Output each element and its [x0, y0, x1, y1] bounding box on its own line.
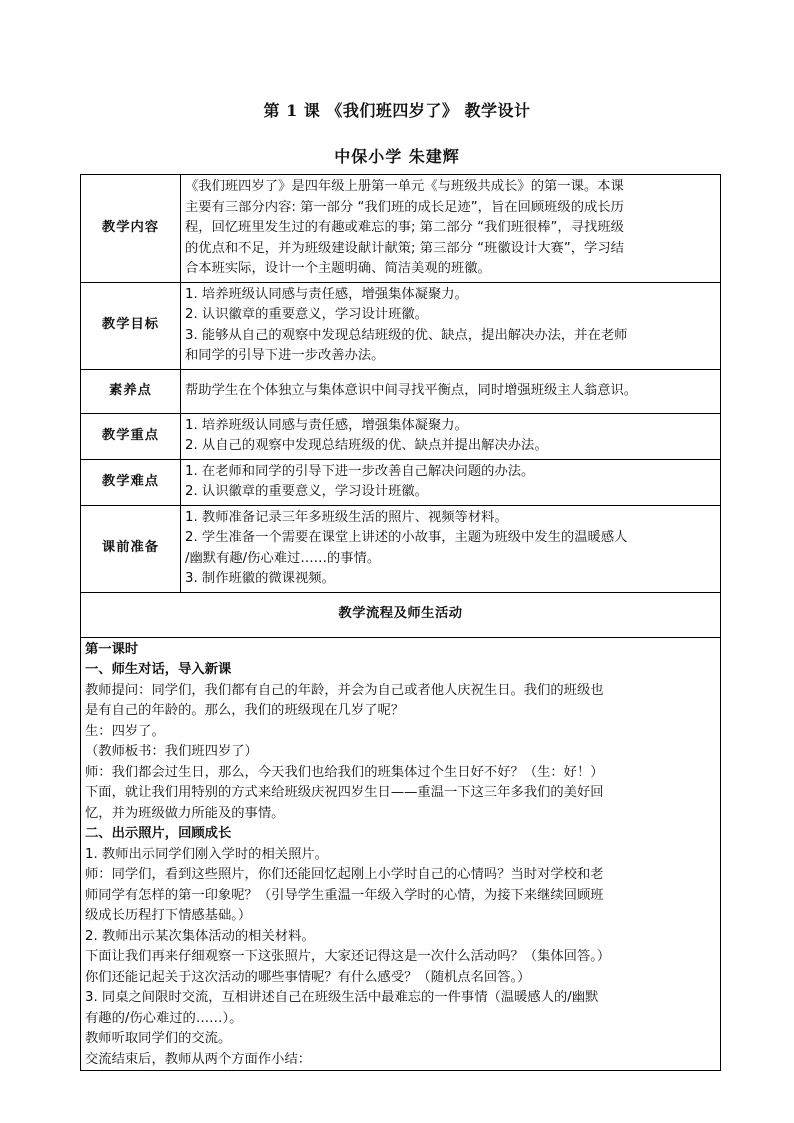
- text-line: 2. 认识徽章的重要意义，学习设计班徽。: [185, 307, 428, 322]
- literacy-text: [181, 369, 721, 413]
- flow-text-line: 下面，就让我们用特别的方式来给班级庆祝四岁生日——重温一下这三年多我们的美好回: [85, 785, 604, 800]
- text-line: 程，回忆班里发生过的有趣或难忘的事; 第二部分 “我们班很棒”，寻找班级: [185, 220, 624, 235]
- text-line: 2. 从自己的观察中发现总结班级的优、缺点并提出解决办法。: [185, 438, 548, 453]
- row-preparation: [81, 505, 721, 592]
- row-literacy: [81, 369, 721, 413]
- label-key-points: 教学重点: [81, 413, 181, 459]
- difficulties-text: [181, 459, 721, 505]
- page-title: 第 1 课 《我们班四岁了》 教学设计: [263, 101, 531, 120]
- label-literacy: 素养点: [81, 369, 181, 413]
- flow-text-line: 是有自己的年龄的。那么，我们的班级现在几岁了呢？: [85, 703, 405, 718]
- text-line: 1. 培养班级认同感与责任感，增强集体凝聚力。: [185, 286, 468, 302]
- label-difficulties: 教学难点: [81, 459, 181, 505]
- flow-text-line: 生：四岁了。: [85, 723, 165, 739]
- row-difficulties: [81, 459, 721, 505]
- label-goals: 教学目标: [81, 282, 181, 369]
- flow-text-line: 师：同学们，看到这些照片，你们还能回忆起刚上小学时自己的心情吗？当时对学校和老: [85, 867, 604, 882]
- flow-text-line: 你们还能记起关于这次活动的哪些事情呢？有什么感受？（随机点名回答。）: [85, 969, 531, 985]
- label-content: 教学内容: [81, 175, 181, 283]
- flow-text-line: （教师板书：我们班四岁了）: [85, 744, 258, 759]
- flow-text-line: 下面让我们再来仔细观察一下这张照片，大家还记得这是一次什么活动吗？（集体回答。）: [85, 949, 611, 964]
- flow-heading-line: 二、出示照片，回顾成长: [85, 826, 232, 841]
- text-line: 2. 认识徽章的重要意义，学习设计班徽。: [185, 484, 428, 499]
- lesson-plan-table: [80, 174, 721, 1071]
- flow-heading-line: 第一课时: [85, 641, 139, 657]
- flow-heading-line: 一、师生对话，导入新课: [85, 662, 232, 677]
- row-content: [81, 175, 721, 283]
- flow-section-title: 教学流程及师生活动: [81, 592, 721, 637]
- text-line: 1. 在老师和同学的引导下进一步改善自己解决问题的办法。: [185, 463, 535, 479]
- text-line: /幽默有趣/伤心难过……的事情。: [185, 550, 381, 566]
- flow-text-line: 教师提问：同学们，我们都有自己的年龄，并会为自己或者他人庆祝生日。我们的班级也: [85, 682, 604, 698]
- content-text: [181, 175, 721, 283]
- text-line: 帮助学生在个体独立与集体意识中间寻找平衡点，同时增强班级主人翁意识。: [185, 382, 638, 398]
- text-line: 3. 能够从自己的观察中发现总结班级的优、缺点，提出解决办法，并在老师: [185, 327, 628, 343]
- text-line: 和同学的引导下进一步改善办法。: [185, 348, 385, 363]
- author-line: 中保小学 朱建辉: [334, 147, 460, 166]
- text-line: 3. 制作班徽的微课视频。: [185, 571, 335, 586]
- flow-text-line: 3. 同桌之间限时交流，互相讲述自己在班级生活中最难忘的一件事情（温暖感人的/幽默: [85, 990, 599, 1005]
- flow-text-line: 教师听取同学们的交流。: [85, 1031, 232, 1046]
- goals-text: [181, 282, 721, 369]
- text-line: 主要有三部分内容: 第一部分 “我们班的成长足迹”，旨在回顾班级的成长历: [185, 199, 624, 215]
- flow-text: [81, 637, 721, 1071]
- label-preparation: 课前准备: [81, 505, 181, 592]
- text-line: 合本班实际，设计一个主题明确、简洁美观的班徽。: [185, 261, 491, 276]
- flow-text-line: 交流结束后，教师从两个方面作小结：: [85, 1051, 312, 1067]
- flow-text-line: 师：我们都会过生日，那么，今天我们也给我们的班集体过个生日好不好？（生：好！）: [85, 764, 604, 780]
- preparation-text: [181, 505, 721, 592]
- flow-text-line: 忆，并为班级做力所能及的事情。: [85, 805, 285, 821]
- text-line: 1. 教师准备记录三年多班级生活的照片、视频等材料。: [185, 509, 508, 525]
- row-goals: [81, 282, 721, 369]
- row-flow-header: [81, 592, 721, 637]
- text-line: 的优点和不足，并为班级建设献计献策; 第三部分 “班徽设计大赛”，学习结: [185, 240, 624, 256]
- flow-text-line: 有趣的/伤心难过的……）。: [85, 1010, 243, 1026]
- key-points-text: [181, 413, 721, 459]
- flow-text-line: 2. 教师出示某次集体活动的相关材料。: [85, 928, 315, 944]
- text-line: 《我们班四岁了》是四年级上册第一单元《与班级共成长》的第一课。本课: [185, 179, 624, 194]
- row-flow-body: [81, 637, 721, 1071]
- text-line: 2. 学生准备一个需要在课堂上讲述的小故事，主题为班级中发生的温暖感人: [185, 530, 628, 545]
- flow-text-line: 师同学有怎样的第一印象呢？（引导学生重温一年级入学时的心情，为接下来继续回顾班: [85, 887, 604, 903]
- row-key-points: [81, 413, 721, 459]
- text-line: 1. 培养班级认同感与责任感，增强集体凝聚力。: [185, 417, 468, 433]
- flow-text-line: 1. 教师出示同学们刚入学时的相关照片。: [85, 846, 328, 862]
- flow-text-line: 级成长历程打下情感基础。）: [85, 908, 252, 923]
